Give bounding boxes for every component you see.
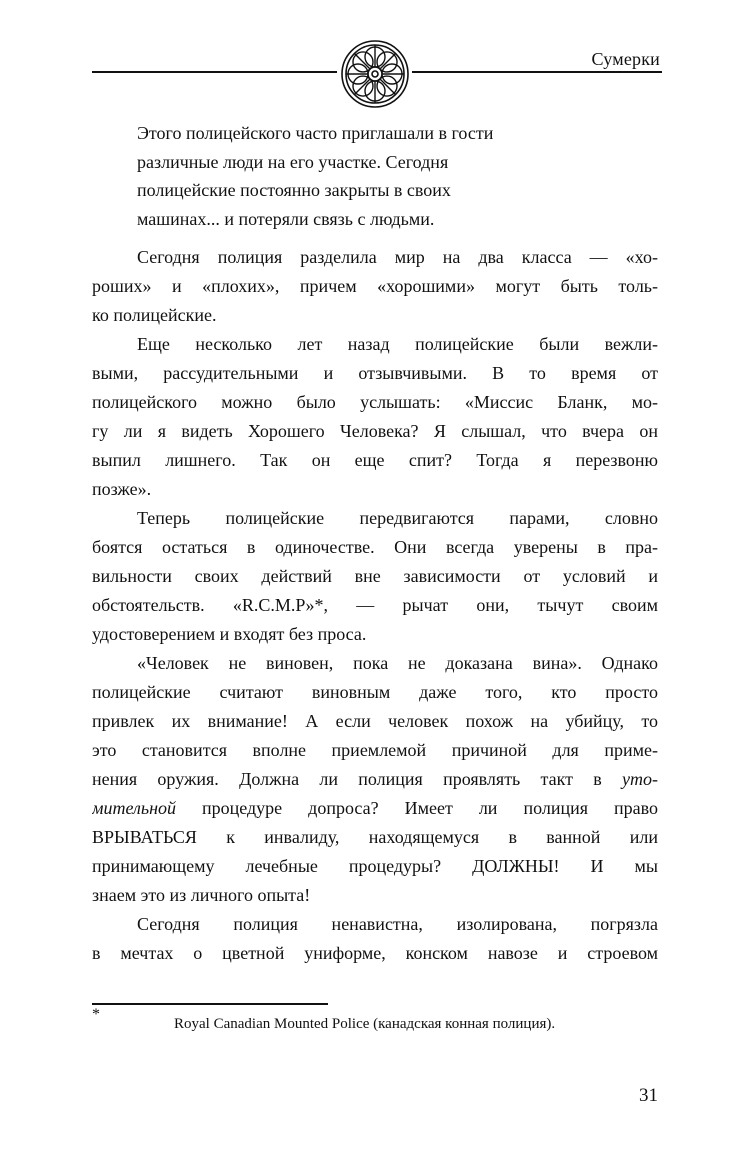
- text-line: удостоверением и входят без проса.: [92, 624, 367, 644]
- footnote-text: Royal Canadian Mounted Police (канадская конная полиция).: [174, 1016, 556, 1032]
- text-line: принимающему лечебные процедуры? ДОЛЖНЫ! И мы: [92, 856, 658, 876]
- quote-line: полицейские постоянно закрыты в своих: [137, 180, 451, 200]
- paragraph-2: [92, 330, 658, 504]
- italic-run: уто-: [622, 769, 658, 789]
- text-run: процедуре допроса? Имеет ли полиция право: [176, 798, 658, 818]
- text-line: боятся остаться в одиночестве. Они всегда уверены в пра-: [92, 537, 658, 557]
- text-line: полицейского можно было услышать: «Миссис Бланк, мо-: [92, 392, 658, 412]
- header-rule-right: [412, 71, 662, 73]
- text-run: нения оружия. Должна ли полиция проявлять такт в: [92, 769, 623, 789]
- text-line: в мечтах о цветной униформе, конском навозе и строевом: [92, 943, 658, 963]
- text-line: обстоятельств. «R.C.M.P»*, — рычат они, тычут своим: [92, 595, 658, 615]
- text-line: Сегодня полиция разделила мир на два класса — «хо-: [137, 247, 658, 267]
- text-line: позже».: [92, 479, 152, 499]
- text-line: Теперь полицейские передвигаются парами, словно: [137, 508, 658, 528]
- text-line: ко полицейские.: [92, 305, 217, 325]
- quote-line: различные люди на его участке. Сегодня: [137, 151, 449, 172]
- page-number: 31: [639, 1085, 658, 1106]
- paragraph-4: [92, 649, 658, 910]
- rose-window-rosette-icon: [339, 38, 411, 110]
- text-line: [92, 794, 658, 823]
- text-line: гу ли я видеть Хорошего Человека? Я слышал, что вчера он: [92, 421, 658, 441]
- text-line: роших» и «плохих», причем «хорошими» могут быть толь-: [92, 276, 658, 296]
- text-line: полицейские считают виновным даже того, кто просто: [92, 682, 658, 702]
- running-title: Сумерки: [591, 49, 660, 69]
- paragraph-5: [92, 910, 658, 968]
- paragraph-1: [92, 243, 658, 330]
- footnote-rule: [92, 1003, 328, 1005]
- italic-run: мительной: [92, 798, 176, 818]
- text-line: выпил лишнего. Так он еще спит? Тогда я перезвоню: [92, 450, 658, 470]
- text-line: привлек их внимание! А если человек похож на убийцу, то: [92, 711, 658, 731]
- text-line: Сегодня полиция ненавистна, изолирована, погрязла: [137, 914, 658, 934]
- paragraph-3: [92, 504, 658, 649]
- text-line: это становится вполне приемлемой причиной для приме-: [92, 740, 658, 760]
- text-line: «Человек не виновен, пока не доказана вина». Однако: [137, 653, 658, 673]
- body-text: [92, 243, 658, 968]
- footnote-mark: *: [92, 1006, 100, 1023]
- header-rule-left: [92, 71, 337, 73]
- text-line: Еще несколько лет назад полицейские были вежли-: [137, 334, 658, 354]
- text-line: ВРЫВАТЬСЯ к инвалиду, находящемуся в ванной или: [92, 827, 658, 847]
- quote-line: машинах... и потеряли связь с людьми.: [137, 208, 435, 229]
- quote-line: Этого полицейского часто приглашали в гости: [137, 123, 494, 143]
- text-line: вильности своих действий вне зависимости от условий и: [92, 566, 658, 586]
- text-line: [92, 765, 658, 794]
- text-line: знаем это из личного опыта!: [92, 885, 311, 905]
- text-line: выми, рассудительными и отзывчивыми. В то время от: [92, 363, 658, 383]
- epigraph-quote: [137, 119, 607, 233]
